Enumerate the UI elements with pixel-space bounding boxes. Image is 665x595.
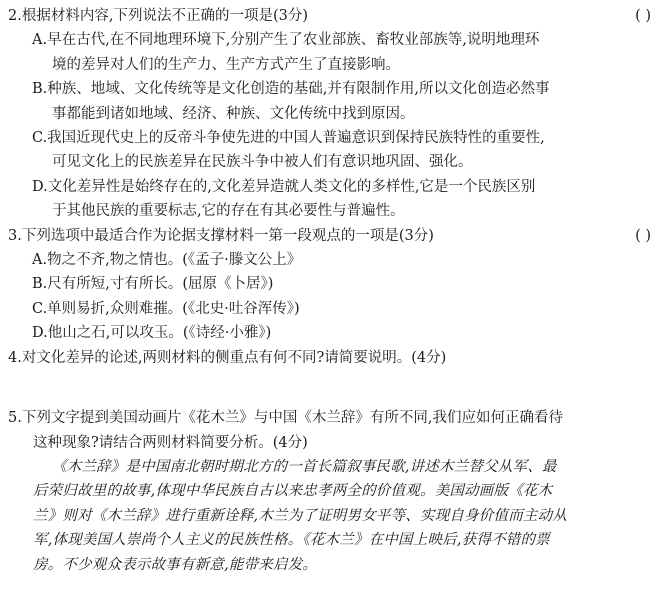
- option-d-line-2: 于其他民族的重要标志,它的存在有其必要性与普遍性。: [52, 203, 405, 220]
- question-3-answer-bracket: ( ): [635, 227, 651, 244]
- passage-line-2: 后荣归故里的故事,体现中华民族自古以来忠孝两全的价值观。美国动画版《花木: [33, 483, 553, 500]
- question-2-option-c: [8, 126, 659, 175]
- question-2-option-b: [8, 77, 659, 126]
- option-c-line-1: C.我国近现代史上的反帝斗争使先进的中国人普遍意识到保持民族特性的重要性,: [32, 130, 545, 147]
- question-2-option-a: [8, 28, 659, 77]
- option-a-line-2: 境的差异对人们的生产力、生产方式产生了直接影响。: [52, 56, 400, 73]
- passage-line-4: 军,体现美国人崇尚个人主义的民族性格。《花木兰》在中国上映后,获得不错的票: [33, 532, 550, 549]
- question-3-option-c: C.单则易折,众则难摧。(《北史·吐谷浑传》): [32, 300, 300, 317]
- passage-line-5: 房。不少观众表示故事有新意,能带来启发。: [33, 556, 318, 573]
- question-2-stem: 2.根据材料内容,下列说法不正确的一项是(3分): [8, 8, 308, 24]
- question-3-option-d: D.他山之石,可以攻玉。(《诗经·小雅》): [32, 325, 272, 342]
- question-2-answer-bracket: ( ): [635, 8, 651, 24]
- question-5-stem-line-2: 这种现象?请结合两则材料简要分析。(4分): [33, 434, 308, 451]
- question-5-stem-line-1: 5.下列文字提到美国动画片《花木兰》与中国《木兰辞》有所不同,我们应如何正确看待: [8, 410, 563, 427]
- answer-space: [8, 370, 659, 406]
- option-b-line-1: B.种族、地域、文化传统等是文化创造的基础,并有限制作用,所以文化创造必然事: [32, 81, 550, 98]
- question-3-option-a: A.物之不齐,物之情也。(《孟子·滕文公上》: [32, 252, 302, 269]
- question-4-stem: 4.对文化差异的论述,两则材料的侧重点有何不同?请简要说明。(4分): [8, 349, 447, 366]
- passage-line-3: 兰》则对《木兰辞》进行重新诠释,木兰为了证明男女平等、实现自身价值而主动从: [33, 507, 568, 524]
- question-2-stem-row: [8, 4, 659, 28]
- question-3-stem-row: [8, 224, 659, 248]
- question-5-passage: [8, 455, 659, 577]
- question-3-option-b: B.尺有所短,寸有所长。(屈原《卜居》): [32, 276, 274, 293]
- option-b-line-2: 事都能到诸如地域、经济、种族、文化传统中找到原因。: [52, 105, 415, 122]
- question-2-option-d: [8, 175, 659, 224]
- option-c-line-2: 可见文化上的民族差异在民族斗争中被人们有意识地巩固、强化。: [52, 154, 473, 171]
- option-a-line-1: A.早在古代,在不同地理环境下,分别产生了农业部族、畜牧业部族等,说明地理环: [32, 32, 540, 49]
- passage-line-1: 《木兰辞》是中国南北朝时期北方的一首长篇叙事民歌,讲述木兰替父从军、最: [52, 458, 557, 475]
- question-3-stem: 3.下列选项中最适合作为论据支撑材料一第一段观点的一项是(3分): [8, 227, 434, 244]
- option-d-line-1: D.文化差异性是始终存在的,文化差异造就人类文化的多样性,它是一个民族区别: [32, 178, 536, 195]
